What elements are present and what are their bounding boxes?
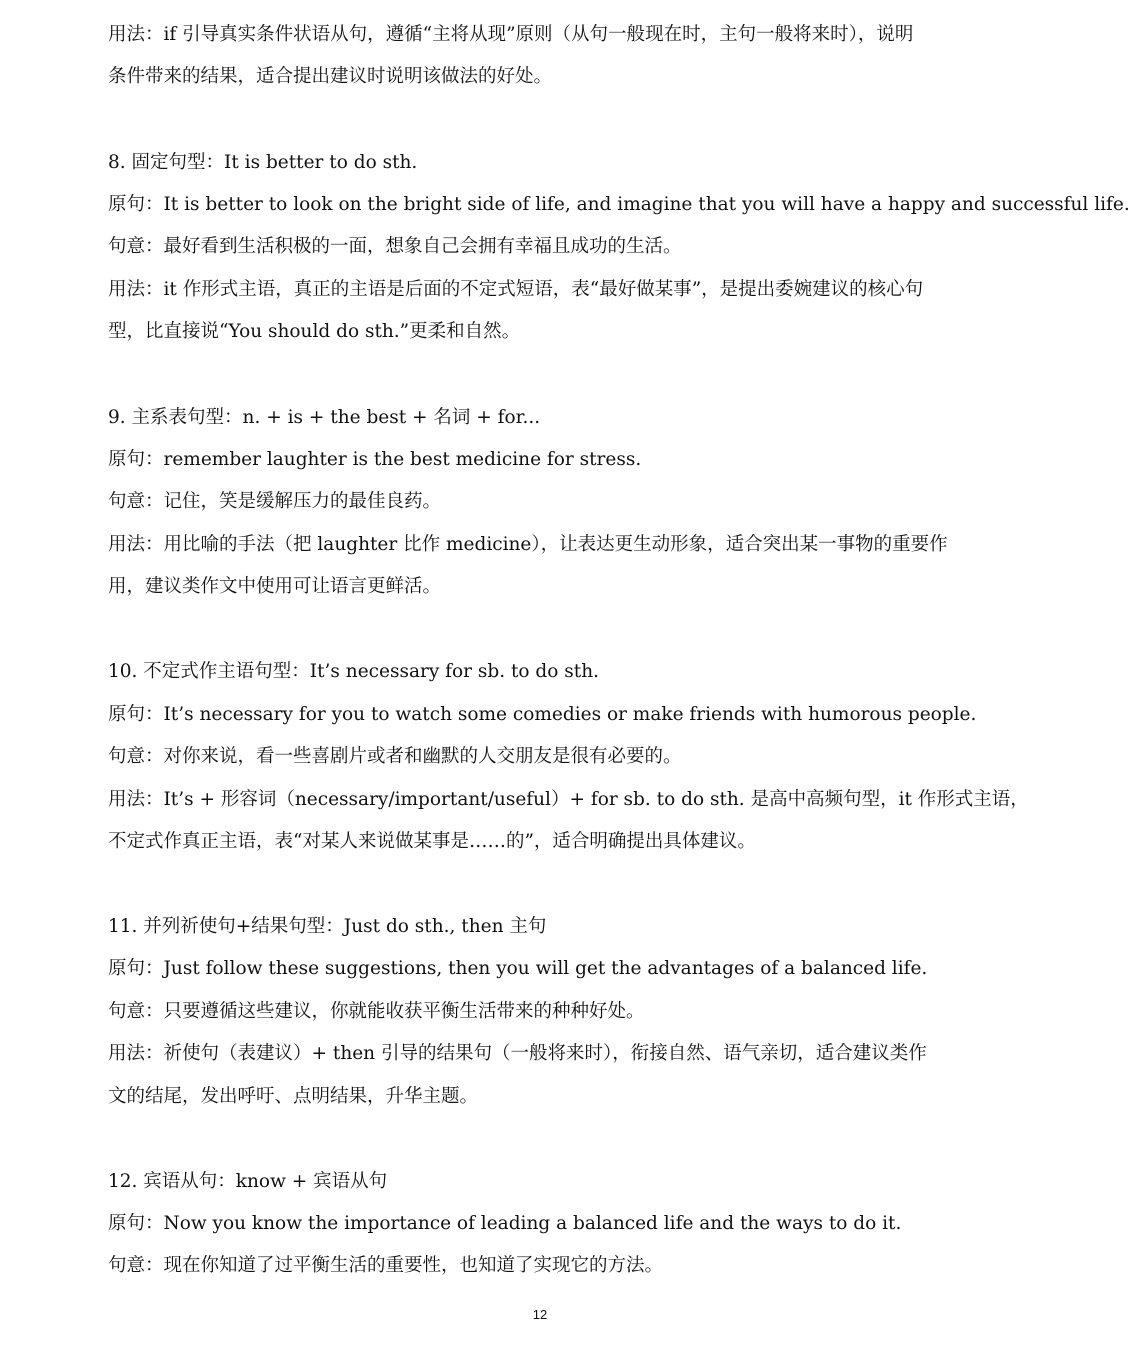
usage-line: 用法：祈使句（表建议）+ then 引导的结果句（一般将来时），衔接自然、语气亲切，适合建议类作 xyxy=(108,1043,927,1064)
sentence-meaning: 句意：现在你知道了过平衡生活的重要性，也知道了实现它的方法。 xyxy=(108,1255,664,1276)
original-sentence: 原句：Now you know the importance of leading a balanced life and the ways to do it. xyxy=(108,1213,902,1234)
sentence-meaning: 句意：记住，笑是缓解压力的最佳良药。 xyxy=(108,491,442,512)
usage-line: 用法：It’s + 形容词（necessary/important/useful）+ for sb. to do sth. 是高中高频句型，it 作形式主语， xyxy=(108,789,1029,810)
usage-line: 文的结尾，发出呼吁、点明结果，升华主题。 xyxy=(108,1086,479,1107)
section-heading: 12. 宾语从句：know + 宾语从句 xyxy=(108,1171,388,1192)
usage-line: 用，建议类作文中使用可让语言更鲜活。 xyxy=(108,576,442,597)
usage-line: 不定式作真正主语，表“对某人来说做某事是……的”，适合明确提出具体建议。 xyxy=(108,831,756,852)
original-sentence: 原句：It is better to look on the bright side of life, and imagine that you will have a happy and successful life. xyxy=(108,194,1130,215)
usage-line: 型，比直接说“You should do sth.”更柔和自然。 xyxy=(108,321,521,342)
sentence-meaning: 句意：最好看到生活积极的一面，想象自己会拥有幸福且成功的生活。 xyxy=(108,236,682,257)
usage-line: 用法：if 引导真实条件状语从句，遵循“主将从现”原则（从句一般现在时，主句一般将来时），说明 xyxy=(108,24,914,45)
usage-line: 用法：用比喻的手法（把 laughter 比作 medicine），让表达更生动形象，适合突出某一事物的重要作 xyxy=(108,534,948,555)
sentence-meaning: 句意：对你来说，看一些喜剧片或者和幽默的人交朋友是很有必要的。 xyxy=(108,746,682,767)
section-heading: 9. 主系表句型：n. + is + the best + 名词 + for... xyxy=(108,407,541,428)
section-heading: 10. 不定式作主语句型：It’s necessary for sb. to do sth. xyxy=(108,661,600,682)
usage-line: 条件带来的结果，适合提出建议时说明该做法的好处。 xyxy=(108,66,553,87)
original-sentence: 原句：Just follow these suggestions, then you will get the advantages of a balanced life. xyxy=(108,958,928,979)
sentence-meaning: 句意：只要遵循这些建议，你就能收获平衡生活带来的种种好处。 xyxy=(108,1001,645,1022)
usage-line: 用法：it 作形式主语，真正的主语是后面的不定式短语，表“最好做某事”，是提出委婉建议的核心句 xyxy=(108,279,924,300)
original-sentence: 原句：It’s necessary for you to watch some comedies or make friends with humorous people. xyxy=(108,704,977,725)
section-heading: 11. 并列祈使句+结果句型：Just do sth., then 主句 xyxy=(108,916,547,937)
section-heading: 8. 固定句型：It is better to do sth. xyxy=(108,152,418,173)
original-sentence: 原句：remember laughter is the best medicine for stress. xyxy=(108,449,642,470)
page-number: 12 xyxy=(532,1307,548,1322)
